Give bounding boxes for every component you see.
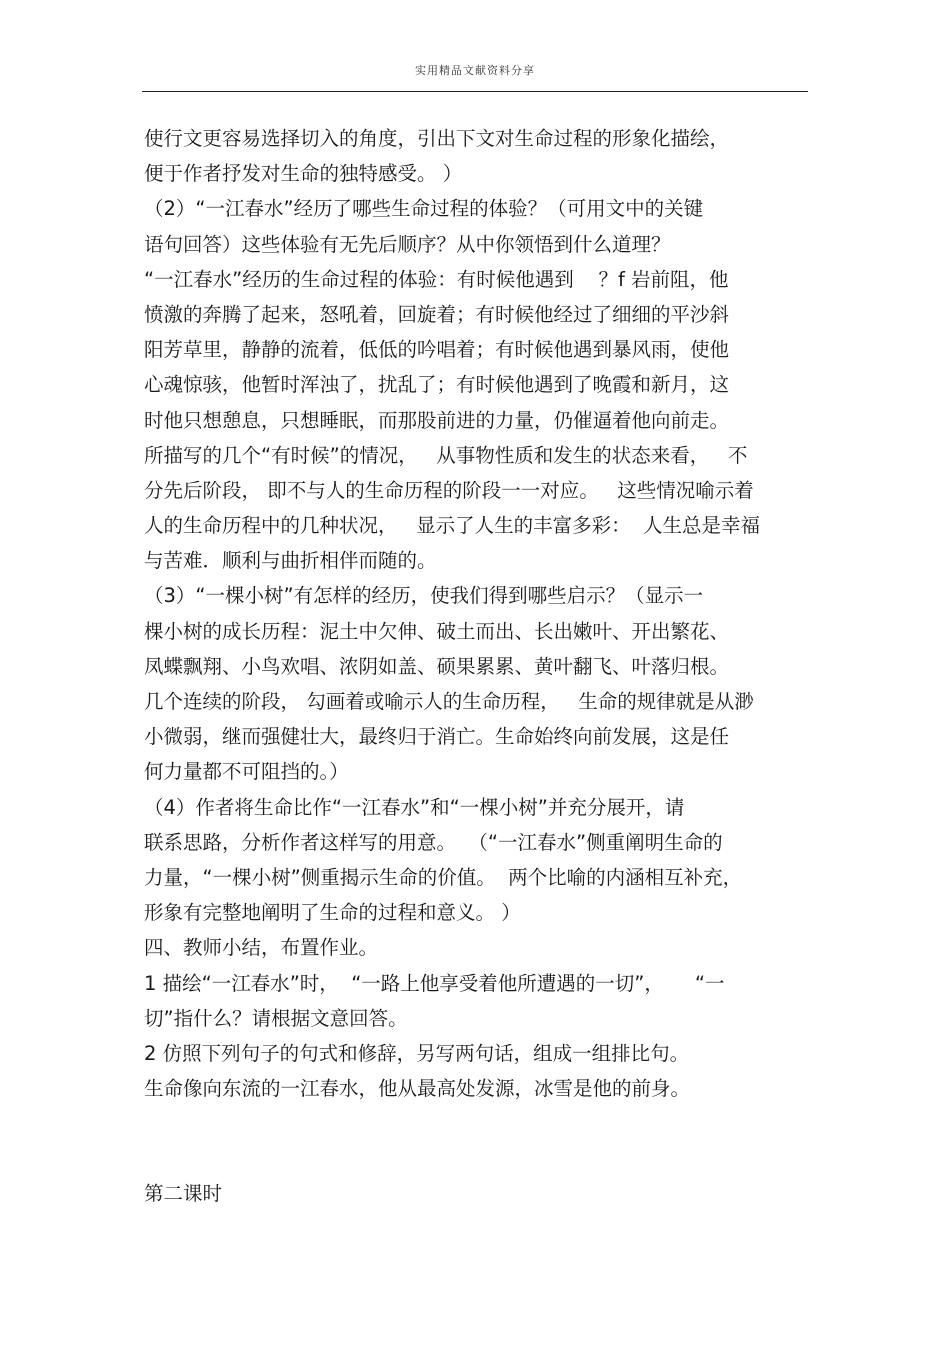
text-line: 凤蝶飘翔、小鸟欢唱、浓阴如盖、硕果累累、黄叶翻飞、叶落归根。 bbox=[144, 654, 730, 678]
text-line: （2）“一江春水”经历了哪些生命过程的体验？（可用文中的关键 bbox=[144, 197, 704, 221]
text-line: 切”指什么？请根据文意回答。 bbox=[144, 1006, 408, 1030]
text-line: “一江春水”经历的生命过程的体验：有时候他遇到 ？f 岩前阻，他 bbox=[144, 267, 729, 291]
text-line: （3）“一棵小树”有怎样的经历，使我们得到哪些启示？（显示一 bbox=[144, 584, 704, 608]
section-heading: 第二课时 bbox=[144, 1182, 223, 1206]
text-line: 使行文更容易选择切入的角度，引出下文对生命过程的形象化描绘， bbox=[144, 127, 730, 150]
text-line: （4）作者将生命比作“一江春水”和“一棵小树”并充分展开，请 bbox=[144, 795, 685, 819]
text-line: 人的生命历程中的几种状况， 显示了人生的丰富多彩： 人生总是幸福 bbox=[144, 514, 760, 538]
text-line: 所描写的几个“有时候”的情况， 从事物性质和发生的状态来看， 不 bbox=[144, 443, 748, 467]
text-line: 形象有完整地阐明了生命的过程和意义。 ） bbox=[144, 901, 521, 925]
text-line: 棵小树的成长历程：泥土中欠伸、破土而出、长出嫩叶、开出繁花、 bbox=[144, 619, 730, 643]
page-header: 实用精品文献资料分享 bbox=[415, 64, 535, 77]
text-line: 时他只想憩息，只想睡眠，而那股前进的力量，仍催逼着他向前走。 bbox=[144, 408, 730, 432]
text-line: 语句回答）这些体验有无先后顺序？从中你领悟到什么道理？ bbox=[144, 232, 671, 256]
text-line: 几个连续的阶段， 勾画着或喻示人的生命历程， 生命的规律就是从渺 bbox=[144, 690, 754, 713]
text-line: 分先后阶段， 即不与人的生命历程的阶段一一对应。 这些情况喻示着 bbox=[144, 478, 754, 502]
text-line: 小微弱，继而强健壮大，最终归于消亡。生命始终向前发展，这是任 bbox=[144, 725, 730, 749]
text-line: 愤激的奔腾了起来，怒吼着，回旋着；有时候他经过了细细的平沙斜 bbox=[144, 302, 730, 326]
text-line: 与苦难．顺利与曲折相伴而随的。 bbox=[144, 549, 437, 573]
document-body bbox=[144, 121, 814, 1211]
text-line: 何力量都不可阻挡的。） bbox=[144, 760, 349, 784]
text-line: 2 仿照下列句子的句式和修辞，另写两句话，组成一组排比句。 bbox=[144, 1041, 690, 1065]
text-line: 生命像向东流的一江春水，他从最高处发源，冰雪是他的前身。 bbox=[144, 1077, 691, 1101]
text-line: 阳芳草里，静静的流着，低低的吟唱着；有时候他遇到暴风雨，使他 bbox=[144, 338, 730, 362]
blank-space bbox=[144, 1106, 814, 1176]
text-line: 心魂惊骇，他暂时浑浊了，扰乱了；有时候他遇到了晚霞和新月，这 bbox=[144, 373, 730, 397]
text-line: 力量，“一棵小树”侧重揭示生命的价值。 两个比喻的内涵相互补充， bbox=[144, 865, 743, 889]
text-line: 便于作者抒发对生命的独特感受。 ） bbox=[144, 162, 463, 186]
text-line: 1 描绘“一江春水”时， “一路上他享受着他所遭遇的一切”， “一 bbox=[144, 971, 725, 995]
section-heading-summary: 四、教师小结，布置作业。 bbox=[144, 936, 379, 960]
header-divider bbox=[142, 91, 808, 92]
text-line: 联系思路，分析作者这样写的用意。 （“一江春水”侧重阐明生命的 bbox=[144, 830, 723, 854]
